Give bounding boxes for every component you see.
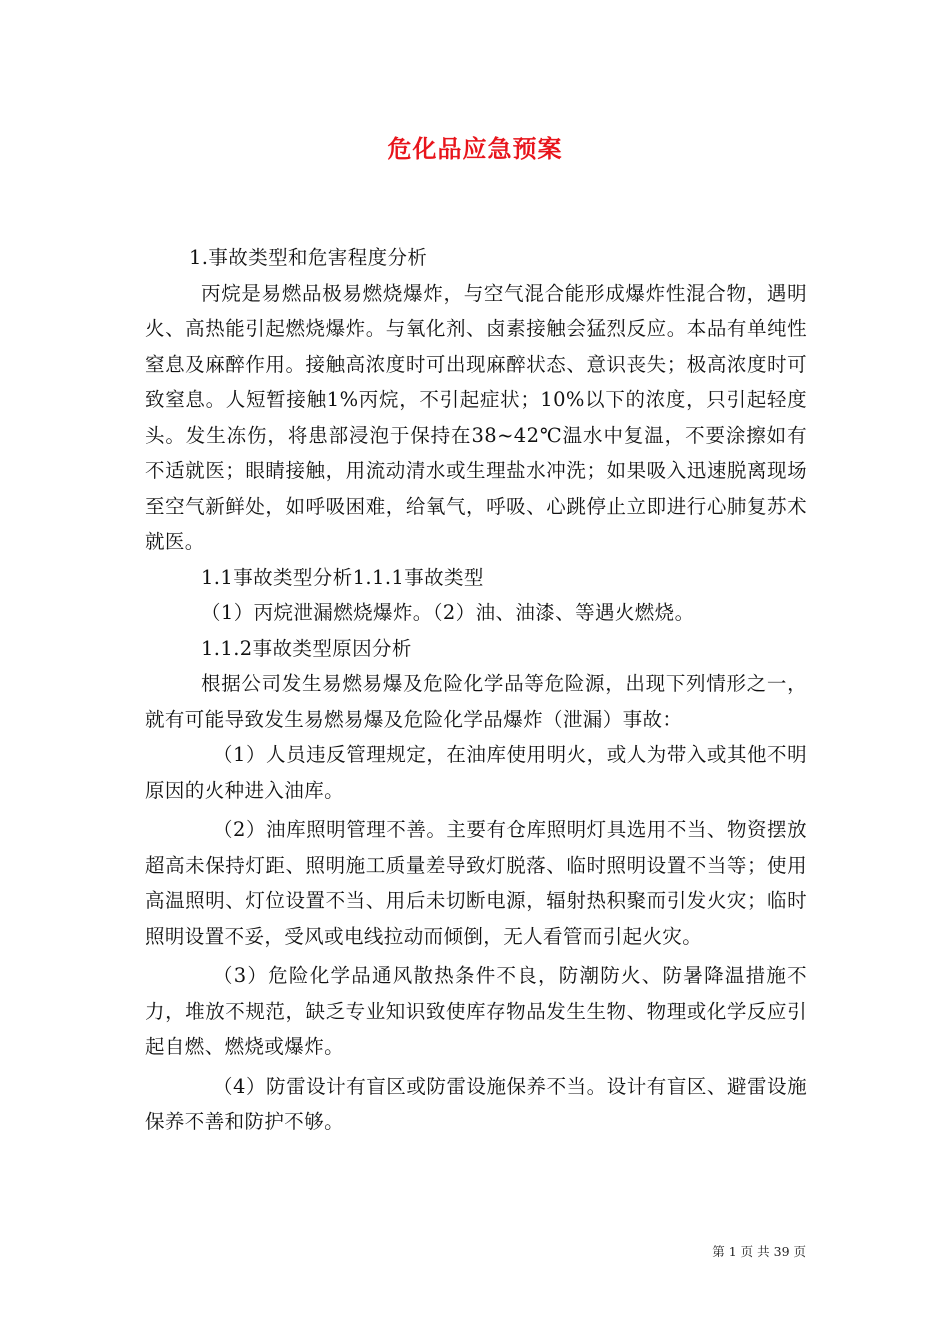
section-heading: 1.事故类型和危害程度分析: [189, 246, 428, 269]
page-number: 第 1 页 共 39 页: [712, 1244, 806, 1259]
list-item: （2）油库照明管理不善。主要有仓库照明灯具选用不当、物资摆放超高未保持灯距、照明施工质量差导致灯脱落、临时照明设置不当等；使用高温照明、灯位设置不当、用后未切断电源，辐射热积聚而引发火灾；临时照明设置不妥，受风或电线拉动而倾倒，无人看管而引起火灾。: [145, 818, 807, 948]
paragraph: 丙烷是易燃品极易燃烧爆炸，与空气混合能形成爆炸性混合物，遇明火、高热能引起燃烧爆炸。与氧化剂、卤素接触会猛烈反应。本品有单纯性窒息及麻醉作用。接触高浓度时可出现麻醉状态、意识丧失；极高浓度时可致窒息。人短暂接触1%丙烷，不引起症状；10%以下的浓度，只引起轻度头。发生冻伤，将患部浸泡于保持在38~42℃温水中复温，不要涂擦如有不适就医；眼睛接触，用流动清水或生理盐水冲洗；如果吸入迅速脱离现场至空气新鲜处，如呼吸困难，给氧气，呼吸、心跳停止立即进行心肺复苏术就医。: [145, 281, 807, 553]
document-body: [145, 240, 807, 1140]
paragraph: 根据公司发生易燃易爆及危险化学品等危险源，出现下列情形之一，就有可能导致发生易燃易爆及危险化学品爆炸（泄漏）事故：: [145, 672, 807, 731]
subsection-heading: 1.1.2事故类型原因分析: [201, 636, 412, 660]
list-item: （4）防雷设计有盲区或防雷设施保养不当。设计有盲区、避雷设施保养不善和防护不够。: [145, 1074, 807, 1133]
paragraph: （1）丙烷泄漏燃烧爆炸。（2）油、油漆、等遇火燃烧。: [201, 601, 695, 624]
document-title: 危化品应急预案: [387, 135, 563, 163]
subsection-heading: 1.1事故类型分析1.1.1事故类型: [201, 565, 484, 589]
list-item: （1）人员违反管理规定，在油库使用明火，或人为带入或其他不明原因的火种进入油库。: [145, 743, 807, 802]
list-item: （3）危险化学品通风散热条件不良，防潮防火、防暑降温措施不力，堆放不规范，缺乏专业知识致使库存物品发生生物、物理或化学反应引起自燃、燃烧或爆炸。: [145, 964, 807, 1058]
